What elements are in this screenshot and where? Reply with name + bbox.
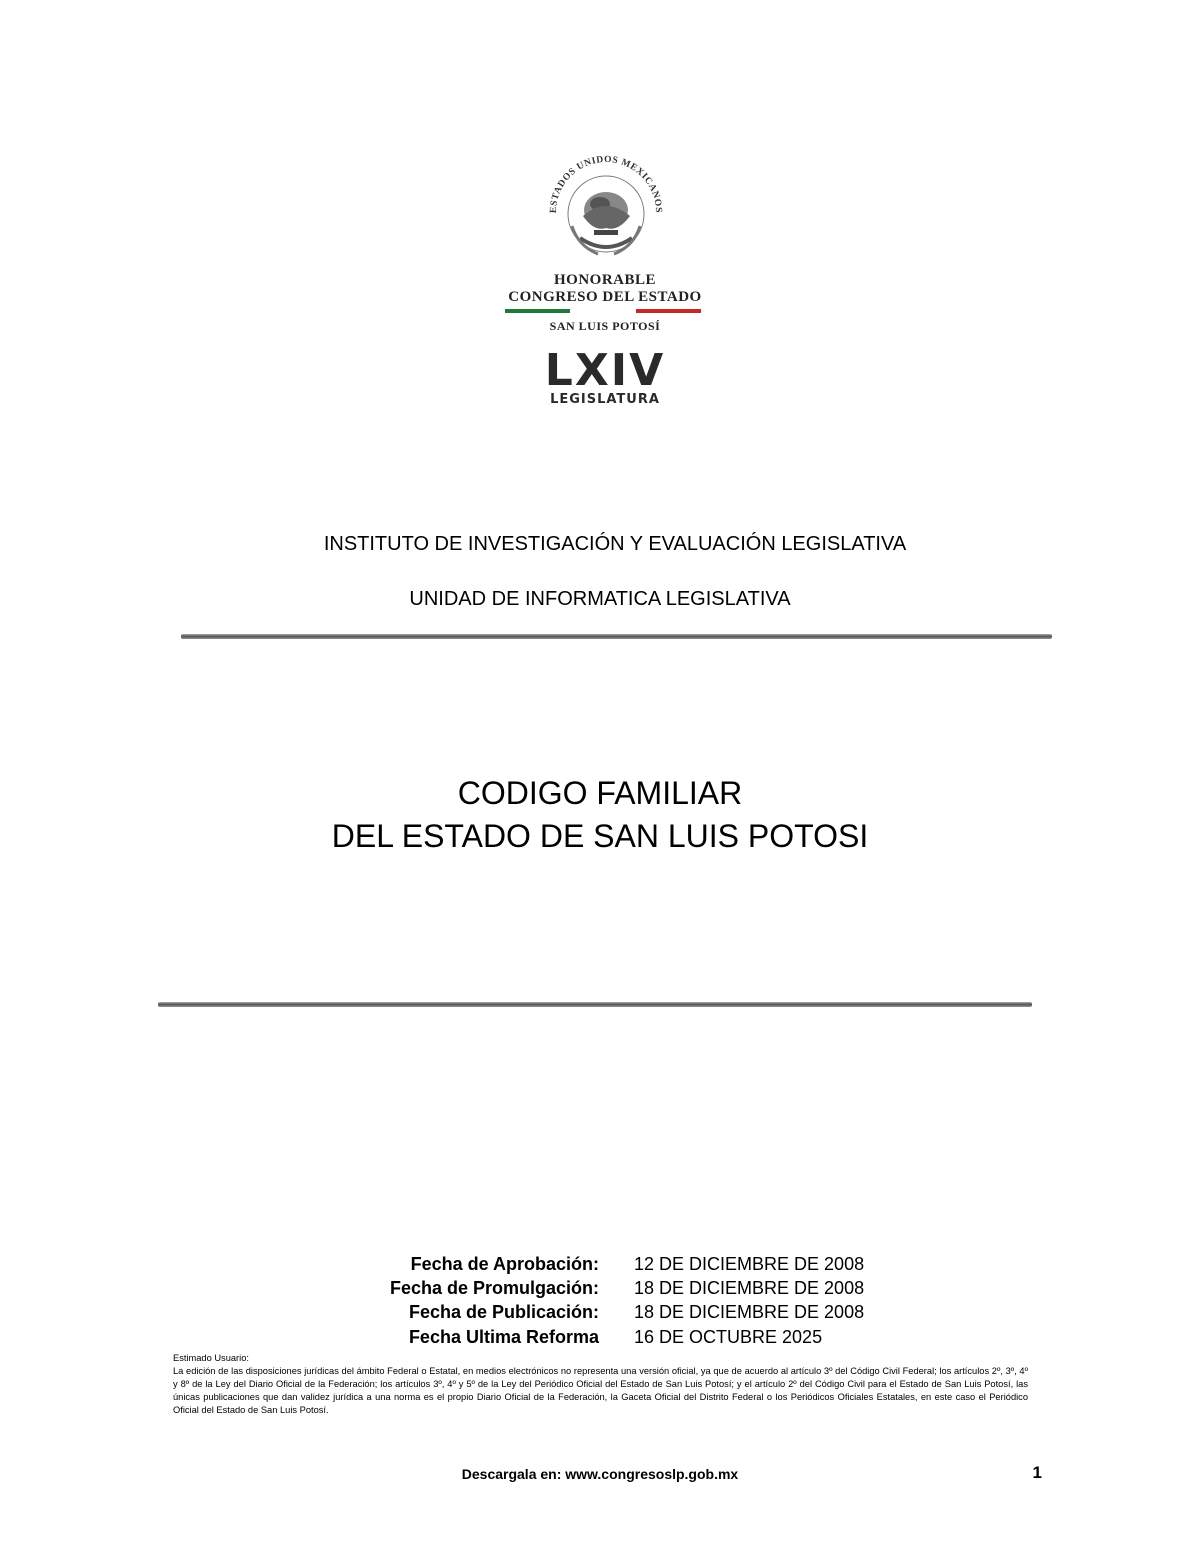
- publication-date-label: Fecha de Publicación:: [408, 1302, 599, 1322]
- logo-san-luis-potosi: SAN LUIS POTOSÍ: [549, 319, 661, 333]
- approval-date-value: 12 DE DICIEMBRE DE 2008: [634, 1254, 865, 1274]
- legislature-label: LEGISLATURA: [550, 392, 660, 407]
- legislature-number: LXIV: [544, 345, 666, 396]
- promulgation-date-label: Fecha de Promulgación:: [389, 1278, 599, 1298]
- last-reform-date-value: 16 DE OCTUBRE 2025: [634, 1327, 823, 1347]
- disclaimer-text: La edición de las disposiciones jurídicas del ámbito Federal o Estatal, en medios electrónicos no representa una versión oficial, ya que de acuerdo al artículo 3º del Código Civil Federal; los artículos 2º, 3º, 4º y 8º de la Ley del Diario Oficial de la Federación; los artículos 3º, 4º y 5º de la Ley del Periódico Oficial del Estado de San Luis Potosí; y el artículo 2º del Código Civil para el Estado de San Luis Potosí, las únicas publicaciones que dan validez jurídica a una norma es el propio Diario Oficial de la Federación, la Gaceta Oficial del Distrito Federal o los Periódicos Oficiales Estatales, en este caso el Periódico Oficial del Estado de San Luis Potosí.: [173, 1366, 1028, 1415]
- disclaimer-title: Estimado Usuario:: [173, 1353, 249, 1363]
- unit-heading: UNIDAD DE INFORMATICA LEGISLATIVA: [409, 588, 791, 610]
- tricolor-stripe: [505, 309, 701, 313]
- seal-text: ESTADOS UNIDOS MEXICANOS: [548, 154, 664, 214]
- approval-date-label: Fecha de Aprobación:: [410, 1254, 599, 1274]
- mexican-coat-of-arms-seal: [538, 146, 674, 264]
- bottom-divider: [158, 1002, 1032, 1007]
- institute-heading: INSTITUTO DE INVESTIGACIÓN Y EVALUACIÓN LEGISLATIVA: [323, 533, 907, 555]
- page-number: 1: [1032, 1463, 1042, 1482]
- publication-date-value: 18 DE DICIEMBRE DE 2008: [634, 1302, 865, 1322]
- disclaimer: [173, 1352, 1028, 1417]
- last-reform-date-label: Fecha Ultima Reforma: [408, 1327, 599, 1347]
- logo-honorable: HONORABLE: [553, 272, 656, 288]
- document-title-line2: DEL ESTADO DE SAN LUIS POTOSI: [331, 818, 869, 854]
- document-title-line1: CODIGO FAMILIAR: [457, 775, 743, 811]
- download-footer: Descargala en: www.congresoslp.gob.mx: [461, 1466, 739, 1482]
- top-divider: [181, 634, 1052, 639]
- logo-congreso-del-estado: CONGRESO DEL ESTADO: [508, 289, 702, 305]
- promulgation-date-value: 18 DE DICIEMBRE DE 2008: [634, 1278, 865, 1298]
